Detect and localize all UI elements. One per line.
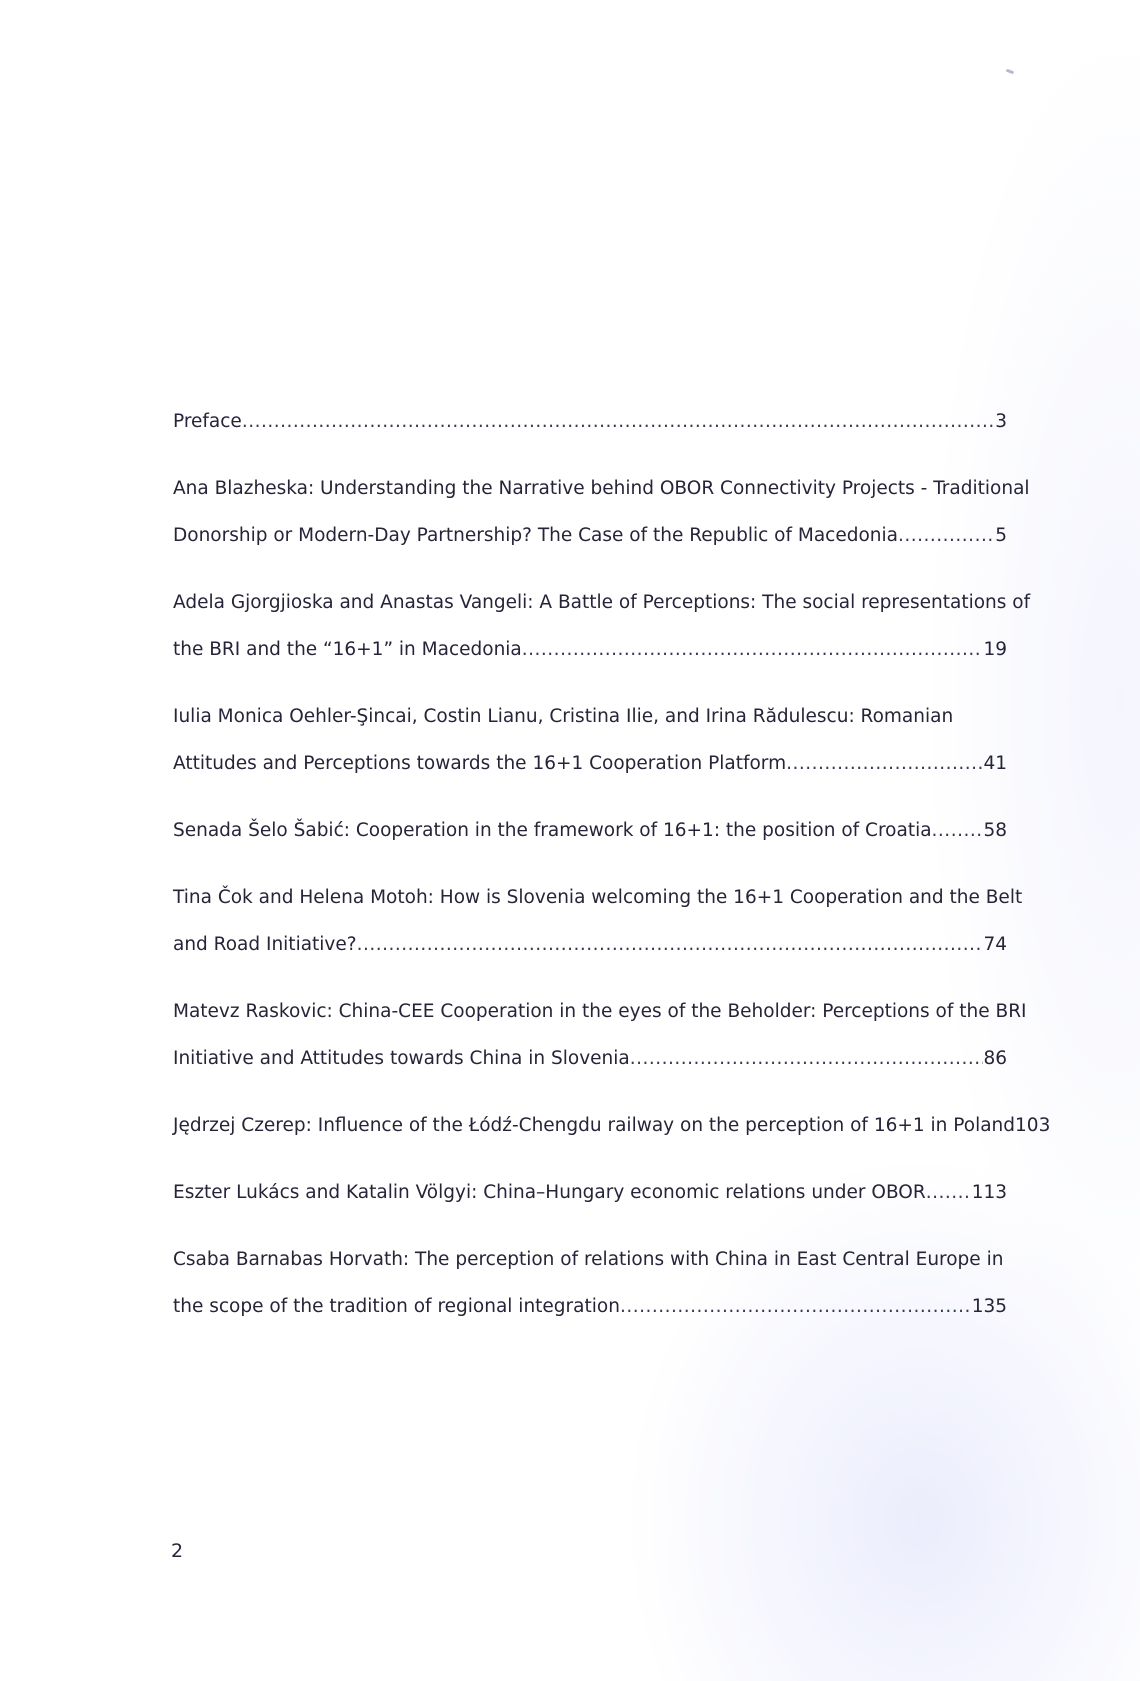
toc-line: [173, 1236, 1007, 1283]
toc-entry-title: Senada Šelo Šabić: Cooperation in the framework of 16+1: the position of Croatia: [173, 820, 932, 841]
toc-line: [173, 579, 1031, 626]
toc-entry-cok-motoh[interactable]: [173, 874, 1023, 968]
toc-entry-gjorgjioska-vangeli[interactable]: [173, 579, 1031, 673]
toc-entry-title-continued: Donorship or Modern-Day Partnership? The Case of the Republic of Macedonia: [173, 525, 898, 546]
toc-entry-title: Matevz Raskovic: China-CEE Cooperation in the eyes of the Beholder: Perceptions of the BRI: [173, 1001, 1027, 1022]
toc-page-number: 135: [971, 1296, 1007, 1317]
toc-line: [173, 465, 1030, 512]
toc-entry-title: Tina Čok and Helena Motoh: How is Slovenia welcoming the 16+1 Cooperation and the Belt: [173, 887, 1023, 908]
toc-line: [173, 874, 1023, 921]
toc-entry-title-continued: Initiative and Attitudes towards China in Slovenia: [173, 1048, 630, 1069]
toc-entry-preface[interactable]: [173, 398, 1007, 445]
toc-line: [173, 1035, 1007, 1082]
toc-entry-title: Ana Blazheska: Understanding the Narrative behind OBOR Connectivity Projects - Traditional: [173, 478, 1030, 499]
toc-entry-blazheska[interactable]: [173, 465, 1030, 559]
toc-entry-title: Jędrzej Czerep: Influence of the Łódź-Chengdu railway on the perception of 16+1 in Poland: [173, 1115, 1016, 1136]
toc-entry-lukacs-volgyi[interactable]: [173, 1169, 1007, 1216]
toc-line: [173, 988, 1027, 1035]
toc-line: [173, 807, 1007, 854]
leader-dots: [242, 398, 995, 445]
toc-entry-title: Adela Gjorgjioska and Anastas Vangeli: A Battle of Perceptions: The social representations of: [173, 592, 1031, 613]
toc-page-number: 3: [995, 411, 1007, 432]
toc-entry-title: Iulia Monica Oehler-Şincai, Costin Lianu, Cristina Ilie, and Irina Rădulescu: Romanian: [173, 706, 954, 727]
toc-entry-title: Csaba Barnabas Horvath: The perception of relations with China in East Central Europe in: [173, 1249, 1004, 1270]
page-number: 2: [171, 1540, 184, 1562]
table-of-contents: [173, 398, 1051, 1350]
toc-entry-title: Eszter Lukács and Katalin Völgyi: China–Hungary economic relations under OBOR: [173, 1182, 926, 1203]
leader-dots: [630, 1035, 984, 1082]
toc-page-number: 5: [995, 525, 1007, 546]
toc-entry-horvath[interactable]: [173, 1236, 1007, 1330]
toc-line: [173, 921, 1007, 968]
leader-dots: [926, 1169, 972, 1216]
toc-line: [173, 398, 1007, 445]
toc-page-number: 19: [983, 639, 1007, 660]
toc-entry-title-continued: the BRI and the “16+1” in Macedonia: [173, 639, 522, 660]
toc-page-number: 58: [983, 820, 1007, 841]
leader-dots: [786, 740, 983, 787]
toc-page-number: 41: [983, 753, 1007, 774]
toc-entry-selo-sabic[interactable]: [173, 807, 1007, 854]
toc-entry-raskovic[interactable]: [173, 988, 1027, 1082]
toc-line: [173, 693, 1007, 740]
leader-dots: [357, 921, 984, 968]
toc-page-number: 113: [971, 1182, 1007, 1203]
toc-line: [173, 1102, 1051, 1149]
toc-entry-title-continued: Attitudes and Perceptions towards the 16+1 Cooperation Platform: [173, 753, 787, 774]
leader-dots: [620, 1283, 972, 1330]
toc-page-number: 103: [1015, 1115, 1051, 1136]
toc-entry-title: Preface: [173, 411, 242, 432]
toc-line: [173, 740, 1007, 787]
toc-line: [173, 1283, 1007, 1330]
toc-entry-oehler-sincai[interactable]: [173, 693, 1007, 787]
toc-entry-title-continued: and Road Initiative?: [173, 934, 357, 955]
leader-dots: [932, 807, 984, 854]
toc-line: [173, 512, 1007, 559]
toc-line: [173, 1169, 1007, 1216]
leader-dots: [522, 626, 984, 673]
toc-entry-czerep[interactable]: [173, 1102, 1051, 1149]
toc-line: [173, 626, 1007, 673]
toc-page-number: 86: [983, 1048, 1007, 1069]
paper-speck: [1006, 69, 1015, 75]
leader-dots: [898, 512, 995, 559]
toc-page-number: 74: [983, 934, 1007, 955]
toc-entry-title-continued: the scope of the tradition of regional integration: [173, 1296, 620, 1317]
